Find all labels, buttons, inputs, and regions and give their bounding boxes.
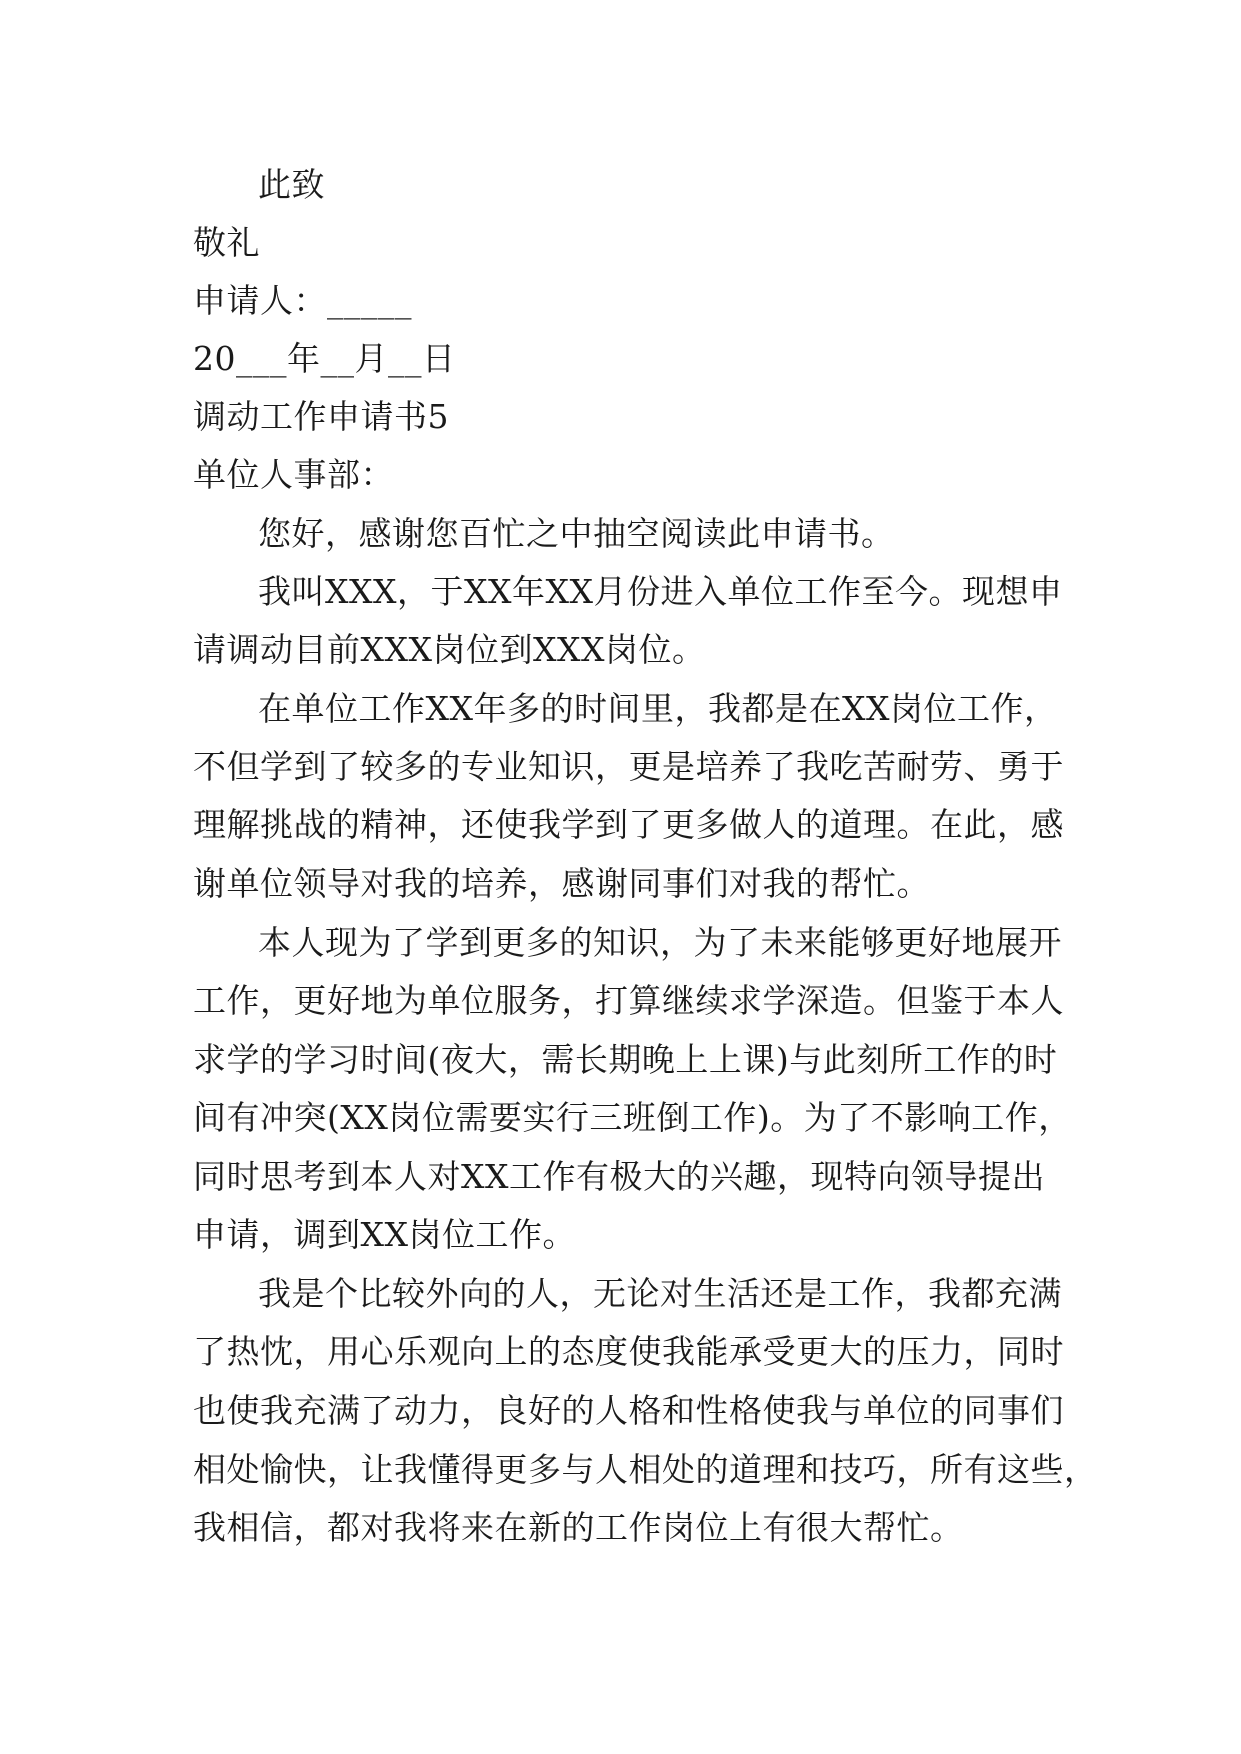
paragraph-line: 理解挑战的精神，还使我学到了更多做人的道理。在此，感 bbox=[193, 805, 1064, 844]
paragraph-line: 间有冲突(XX岗位需要实行三班倒工作)。为了不影响工作， bbox=[193, 1098, 1072, 1137]
paragraph-line: 相处愉快，让我懂得更多与人相处的道理和技巧，所有这些， bbox=[193, 1450, 1098, 1489]
salute-text: 敬礼 bbox=[193, 223, 260, 262]
recipient-line: 单位人事部： bbox=[193, 455, 394, 494]
document-title: 调动工作申请书5 bbox=[193, 397, 449, 436]
closing-text: 此致 bbox=[258, 165, 325, 204]
paragraph-line: 请调动目前XXX岗位到XXX岗位。 bbox=[193, 630, 706, 669]
paragraph-line: 了热忱，用心乐观向上的态度使我能承受更大的压力，同时 bbox=[193, 1332, 1064, 1371]
paragraph-line: 我叫XXX，于XX年XX月份进入单位工作至今。现想申 bbox=[258, 572, 1063, 611]
paragraph-line: 在单位工作XX年多的时间里，我都是在XX岗位工作， bbox=[258, 689, 1058, 728]
paragraph-line: 求学的学习时间(夜大，需长期晚上上课)与此刻所工作的时 bbox=[193, 1040, 1058, 1079]
paragraph-line: 不但学到了较多的专业知识，更是培养了我吃苦耐劳、勇于 bbox=[193, 747, 1064, 786]
applicant-line: 申请人：_____ bbox=[193, 281, 412, 320]
paragraph-line: 我相信，都对我将来在新的工作岗位上有很大帮忙。 bbox=[193, 1508, 964, 1547]
paragraph-line: 谢单位领导对我的培养，感谢同事们对我的帮忙。 bbox=[193, 864, 930, 903]
paragraph-line: 我是个比较外向的人，无论对生活还是工作，我都充满 bbox=[258, 1274, 1062, 1313]
paragraph-line: 本人现为了学到更多的知识，为了未来能够更好地展开 bbox=[258, 923, 1062, 962]
paragraph-line: 工作，更好地为单位服务，打算继续求学深造。但鉴于本人 bbox=[193, 981, 1064, 1020]
paragraph-line: 您好，感谢您百忙之中抽空阅读此申请书。 bbox=[258, 514, 895, 553]
paragraph-line: 同时思考到本人对XX工作有极大的兴趣，现特向领导提出 bbox=[193, 1157, 1045, 1196]
paragraph-line: 也使我充满了动力，良好的人格和性格使我与单位的同事们 bbox=[193, 1391, 1064, 1430]
date-line: 20___年__月__日 bbox=[193, 339, 456, 378]
paragraph-line: 申请，调到XX岗位工作。 bbox=[193, 1215, 576, 1254]
